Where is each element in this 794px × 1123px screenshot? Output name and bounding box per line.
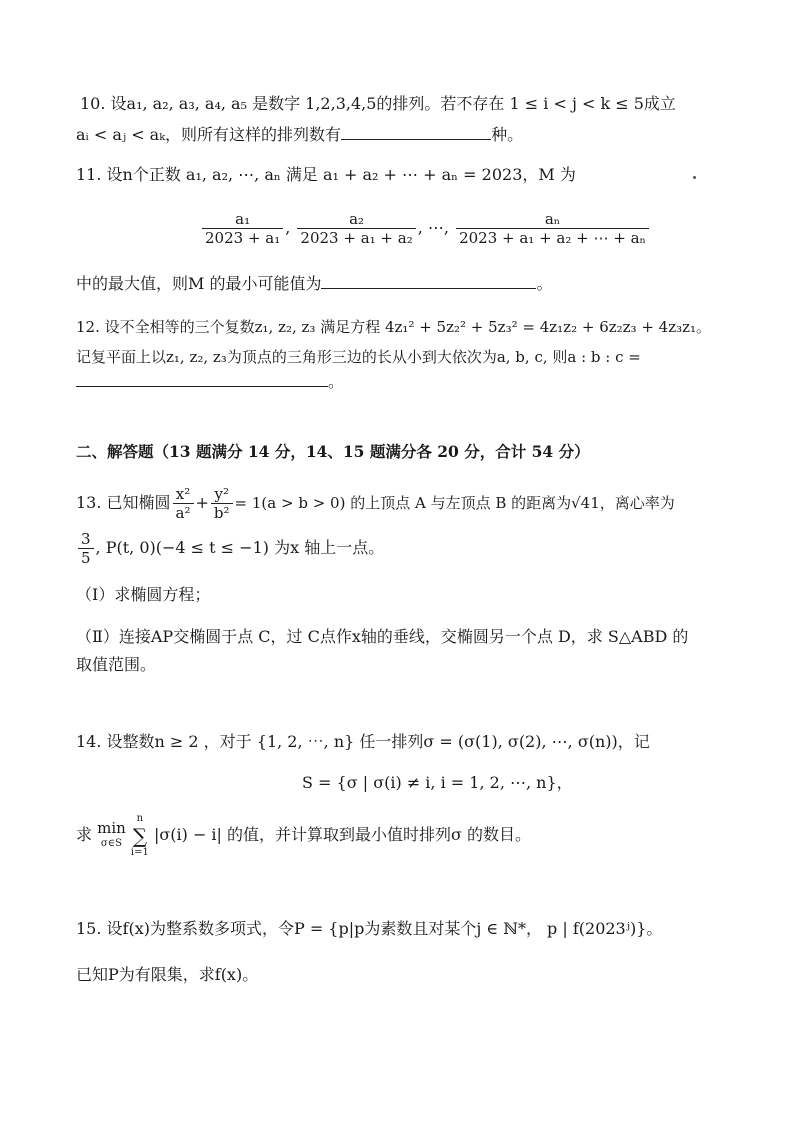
q13-intro: 13. 已知椭圆 bbox=[76, 493, 171, 512]
q14-line2: S = {σ | σ(i) ≠ i, i = 1, 2, ⋯, n}， bbox=[302, 773, 573, 792]
q11-frac2-den: 2023 + a₁ + a₂ bbox=[300, 229, 413, 247]
q13-line2-text: , P(t, 0)(−4 ≤ t ≤ −1) 为x 轴上一点。 bbox=[95, 538, 385, 557]
q10-line2-end: 种。 bbox=[491, 125, 524, 144]
answer-blank-q10[interactable] bbox=[341, 139, 491, 140]
q11-frac2-num: a₂ bbox=[297, 210, 415, 229]
q12-line3 bbox=[76, 371, 344, 393]
q14-min: min bbox=[97, 818, 126, 837]
section-heading: 二、解答题（13 题满分 14 分，14、15 题满分各 20 分，合计 54 分） bbox=[76, 442, 590, 461]
q13-frac-e-den: 5 bbox=[81, 549, 91, 567]
answer-blank-q11[interactable] bbox=[321, 288, 536, 289]
q11-fraction-2 bbox=[297, 210, 415, 247]
q13-line1 bbox=[76, 483, 675, 523]
q14-sum-top: n bbox=[136, 812, 144, 824]
q12-line3-end: 。 bbox=[328, 372, 345, 391]
q13-line1-rest: = 1(a > b > 0) 的上顶点 A 与左顶点 B 的距离为√41，离心率为 bbox=[234, 494, 675, 512]
q13-frac-x bbox=[173, 485, 194, 522]
q11-fractions bbox=[200, 208, 651, 248]
q14-sum-sign: ∑ bbox=[132, 823, 147, 848]
q13-part2-line1: （Ⅱ）连接AP交椭圆于点 C，过 C点作x轴的垂线，交椭圆另一个点 D，求 S△ABD 的 bbox=[76, 627, 689, 646]
q13-part2-line2: 取值范围。 bbox=[76, 655, 157, 674]
q11-fraction-n bbox=[456, 210, 649, 247]
q13-frac-x-num: x² bbox=[173, 485, 194, 504]
q10-line2-text: aᵢ < aⱼ < aₖ，则所有这样的排列数有 bbox=[76, 125, 342, 144]
q14-min-block bbox=[97, 820, 126, 852]
q12-line2: 记复平面上以z₁, z₂, z₃为顶点的三角形三边的长从小到大依次为a, b, c, 则a : b : c = bbox=[76, 348, 641, 366]
q13-frac-e-num: 3 bbox=[78, 530, 94, 549]
q14-line3-rest: |σ(i) − i| 的值，并计算取到最小值时排列σ 的数目。 bbox=[153, 825, 532, 844]
q11-line3-end: 。 bbox=[536, 274, 553, 293]
q11-line3 bbox=[76, 273, 553, 295]
q13-frac-y-den: b² bbox=[213, 504, 230, 522]
q11-sep2: , ⋯, bbox=[417, 218, 449, 237]
q15-line2: 已知P为有限集，求f(x)。 bbox=[76, 965, 259, 984]
q13-frac-x-den: a² bbox=[175, 504, 191, 522]
q11-fraction-1 bbox=[202, 210, 283, 247]
q11-sep1: , bbox=[285, 218, 291, 237]
q14-sum-block bbox=[131, 812, 149, 860]
q11-fracn-num: aₙ bbox=[456, 210, 649, 229]
q14-ask: 求 bbox=[76, 825, 93, 844]
q13-frac-e bbox=[78, 530, 94, 567]
q14-min-sub: σ∈S bbox=[100, 837, 122, 849]
q11-fracn-den: 2023 + a₁ + a₂ + ⋯ + aₙ bbox=[459, 229, 647, 247]
q14-sum-bottom: i=1 bbox=[130, 846, 149, 858]
q13-plus: + bbox=[195, 493, 209, 512]
q13-part1: （Ⅰ）求椭圆方程； bbox=[76, 585, 211, 604]
q13-frac-y-num: y² bbox=[211, 485, 233, 504]
q11-frac1-num: a₁ bbox=[202, 210, 283, 229]
q15-line1: 15. 设f(x)为整系数多项式，令P = {p|p为素数且对某个j ∈ ℕ*， p | f(2023ʲ)}。 bbox=[76, 919, 663, 938]
q10-line1: 10. 设a₁, a₂, a₃, a₄, a₅ 是数字 1,2,3,4,5的排列。若不存在 1 ≤ i < j < k ≤ 5成立 bbox=[80, 94, 676, 113]
answer-blank-q12[interactable] bbox=[76, 386, 328, 387]
q14-line1: 14. 设整数n ≥ 2 ，对于 {1, 2, ⋯, n} 任一排列σ = (σ(1), σ(2), ⋯, σ(n))，记 bbox=[76, 732, 650, 751]
q11-frac1-den: 2023 + a₁ bbox=[205, 229, 281, 247]
q10-line2 bbox=[76, 124, 523, 146]
q12-line1: 12. 设不全相等的三个复数z₁, z₂, z₃ 满足方程 4z₁² + 5z₂² + 5z₃² = 4z₁z₂ + 6z₂z₃ + 4z₃z₁。 bbox=[76, 318, 712, 336]
q13-line2 bbox=[76, 528, 384, 568]
q13-frac-y bbox=[211, 485, 233, 522]
q14-line3 bbox=[76, 810, 531, 860]
q11-line3-text: 中的最大值，则M 的最小可能值为 bbox=[76, 274, 322, 293]
scan-speck bbox=[693, 176, 696, 179]
q11-line1: 11. 设n个正数 a₁, a₂, ⋯, aₙ 满足 a₁ + a₂ + ⋯ + aₙ = 2023，M 为 bbox=[76, 165, 576, 184]
